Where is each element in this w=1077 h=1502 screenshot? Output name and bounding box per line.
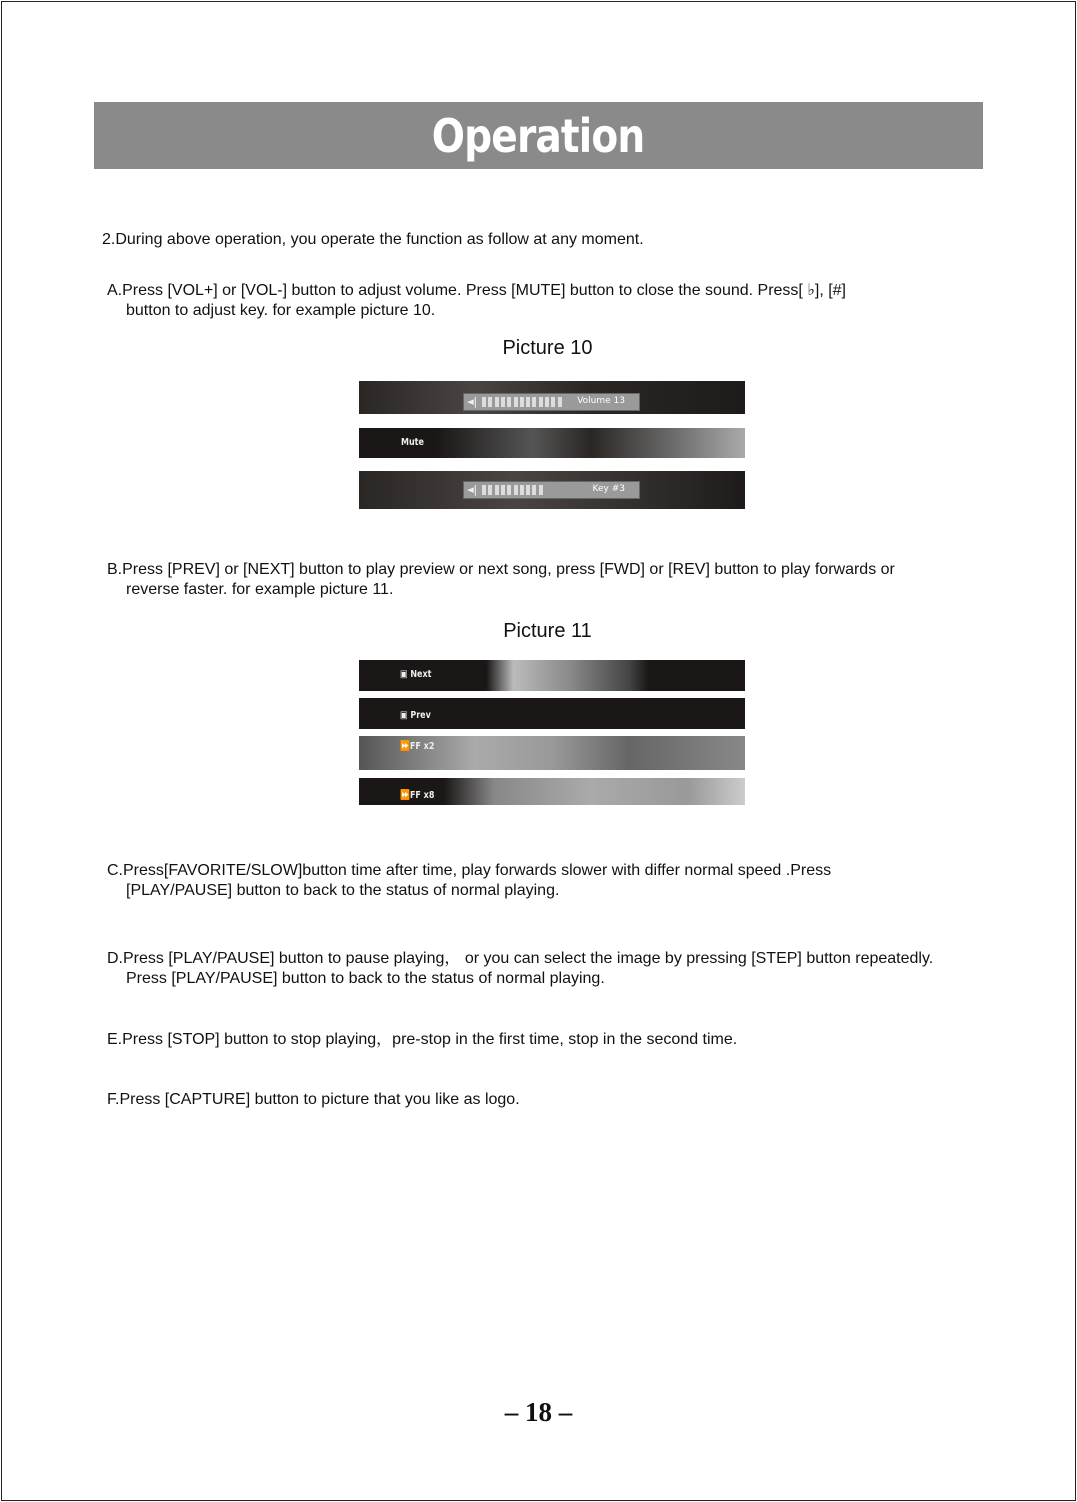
picture-11-caption: Picture 11	[503, 620, 592, 642]
section-header	[94, 102, 983, 169]
level-segment	[520, 397, 524, 407]
page-title: Operation	[432, 108, 645, 163]
level-segment	[526, 485, 530, 495]
level-segment	[514, 397, 518, 407]
item-a-line1: A.Press [VOL+] or [VOL-] button to adjust volume. Press [MUTE] button to close the sound. Press[ ♭], [#]	[107, 282, 846, 299]
level-segment	[539, 397, 543, 407]
intro-text: 2.During above operation, you operate the function as follow at any moment.	[102, 231, 644, 248]
speaker-icon: ◄|	[467, 395, 477, 408]
mute-label: Mute	[401, 437, 424, 448]
mute-osd-screenshot	[359, 428, 745, 458]
ff-x2-osd-screenshot	[359, 736, 745, 770]
level-segment	[558, 397, 562, 407]
picture-10-caption: Picture 10	[502, 337, 593, 359]
level-segment	[495, 485, 499, 495]
level-segment	[545, 397, 549, 407]
next-label: ▣ Next	[400, 669, 432, 680]
prev-osd-screenshot	[359, 698, 745, 729]
item-d-line1: D.Press [PLAY/PAUSE] button to pause playing， or you can select the image by pressing [STEP] button repeatedly.	[107, 950, 934, 967]
level-segment	[514, 485, 518, 495]
item-a-line2: button to adjust key. for example picture 10.	[126, 302, 436, 319]
key-osd-screenshot	[359, 471, 745, 509]
level-segment	[495, 397, 499, 407]
level-segment	[501, 485, 505, 495]
item-e: E.Press [STOP] button to stop playing，pre-stop in the first time, stop in the second time.	[107, 1031, 738, 1048]
level-segment	[488, 485, 492, 495]
ff-x2-label: ⏩FF x2	[400, 741, 435, 752]
item-f: F.Press [CAPTURE] button to picture that you like as logo.	[107, 1091, 520, 1108]
next-osd-screenshot	[359, 660, 745, 691]
level-segment	[501, 397, 505, 407]
item-c-line1: C.Press[FAVORITE/SLOW]button time after time, play forwards slower with differ normal speed .Press	[107, 862, 832, 879]
item-b-line1: B.Press [PREV] or [NEXT] button to play preview or next song, press [FWD] or [REV] button to play forwards or	[107, 561, 895, 578]
key-icon: ◄|	[467, 483, 477, 496]
level-segment	[551, 397, 555, 407]
item-b-line2: reverse faster. for example picture 11.	[126, 581, 394, 598]
level-segment	[507, 485, 511, 495]
level-segment	[526, 397, 530, 407]
ff-x8-label: ⏩FF x8	[400, 790, 435, 801]
volume-osd-screenshot	[359, 381, 745, 414]
level-segment	[488, 397, 492, 407]
level-segment	[507, 397, 511, 407]
volume-label: Volume 13	[577, 396, 625, 406]
volume-bar	[463, 393, 640, 411]
item-d-line2: Press [PLAY/PAUSE] button to back to the status of normal playing.	[126, 970, 605, 987]
ff-x8-osd-screenshot	[359, 778, 745, 805]
page-number: – 18 –	[504, 1397, 573, 1427]
level-segment	[482, 397, 486, 407]
key-bar	[463, 481, 640, 499]
level-segment	[482, 485, 486, 495]
level-segment	[520, 485, 524, 495]
level-segment	[532, 485, 536, 495]
level-segment	[532, 397, 536, 407]
key-label: Key #3	[592, 484, 625, 494]
item-c-line2: [PLAY/PAUSE] button to back to the status of normal playing.	[126, 882, 560, 899]
level-segment	[539, 485, 543, 495]
prev-label: ▣ Prev	[400, 710, 431, 721]
